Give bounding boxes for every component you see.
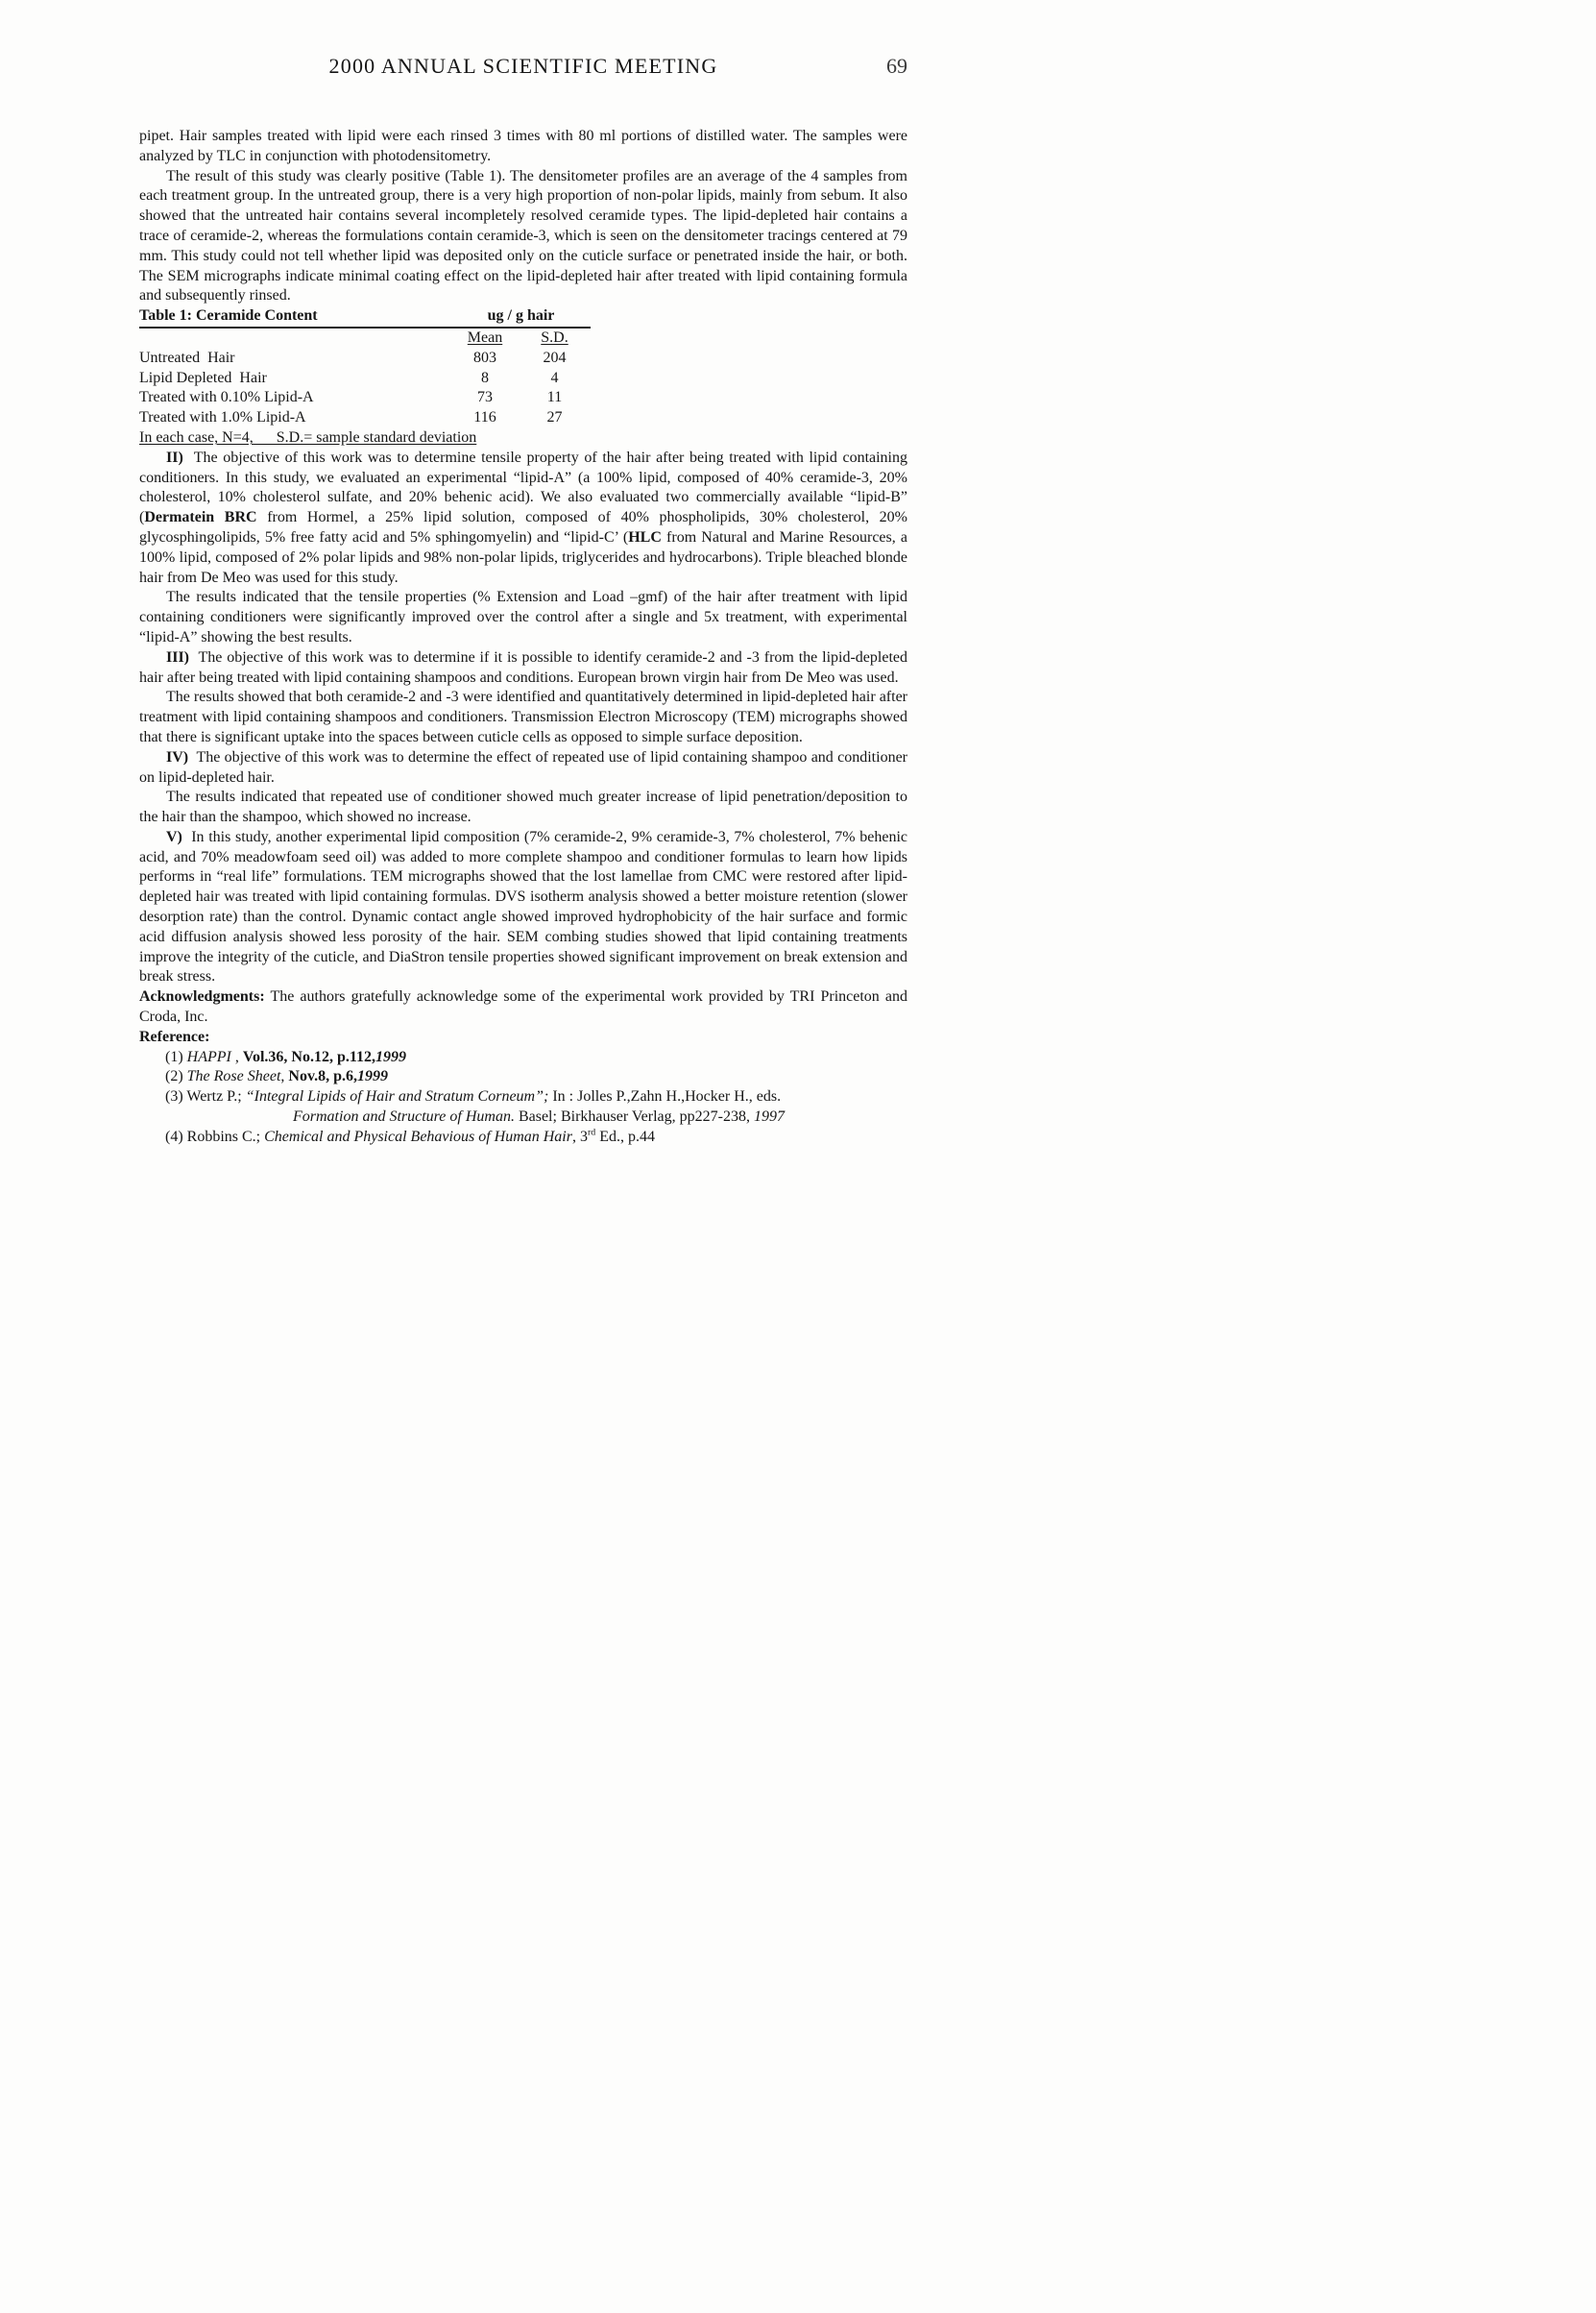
- table-title-row: [139, 306, 591, 329]
- text-segment: The objective of this work was to determine the effect of repeated use of lipid containing shampoo and conditioner on lipid-depleted hair.: [139, 748, 907, 786]
- text-segment: The results indicated that repeated use of conditioner showed much greater increase of lipid penetration/deposition to the hair than the shampoo, which showed no increase.: [139, 789, 907, 826]
- table-row: [139, 349, 591, 369]
- text-segment: Basel; Birkhauser Verlag, pp227-238,: [514, 1108, 754, 1126]
- table-cell-sd: 4: [550, 369, 559, 386]
- text-segment: In : Jolles P.,Zahn H.,Hocker H., eds.: [548, 1088, 782, 1106]
- paragraph-study-v: [139, 828, 907, 987]
- text-segment: 1999: [375, 1048, 406, 1065]
- table-body: [139, 349, 591, 428]
- text-segment: 1999: [356, 1068, 388, 1085]
- page-number: 69: [886, 54, 907, 78]
- text-segment: from Hormel, a 25% lipid solution, composed of 40% phospholipids, 30% cholesterol, 20% glycosphingolipids, 5% free fatty acid and 5% sphingomyelin) and “lipid-C’ (: [139, 509, 908, 546]
- paragraph-identification-results: [139, 688, 907, 747]
- table-row: [139, 408, 591, 428]
- table-title: Table 1: Ceramide Content: [139, 307, 318, 325]
- text-segment: 1997: [753, 1108, 785, 1126]
- document-body: [139, 127, 907, 1148]
- text-segment: Acknowledgments:: [139, 988, 265, 1006]
- text-segment: Chemical and Physical Behavious of Human Hair: [264, 1128, 572, 1145]
- paragraph-repeated-use-results: [139, 788, 907, 828]
- paragraph-acknowledgments: [139, 987, 907, 1028]
- section-main: [139, 449, 907, 1148]
- text-segment: (4) Robbins C.;: [165, 1128, 265, 1145]
- text-segment: The objective of this work was to determine tensile property of the hair after being treated with lipid containing conditioners. In this study, we evaluated an experimental “lipid-A” (a 100% lipid, composed of 40% ceramide-3, 20% cholesterol, 10% cholesterol sulfate, and 20% behenic acid). We also evaluated two commercially available “lipid-B” (: [139, 449, 907, 526]
- text-segment: The result of this study was clearly positive (Table 1). The densitometer profiles are an average of the 4 samples from each treatment group. In the untreated group, there is a very high proportion of non-polar lipids, mainly from sebum. It also showed that the untreated hair contains several incompletely resolved ceramide types. The lipid-depleted hair contains a trace of ceramide-2, whereas the formulations contain ceramide-3, which is seen on the densitometer tracings centered at 79 mm. This study could not tell whether lipid was deposited only on the cuticle surface or penetrated inside the hair, or both. The SEM micrographs indicate minimal coating effect on the lipid-depleted hair after treated with lipid containing formula and subsequently rinsed.: [139, 167, 907, 304]
- table-cell-sd: 27: [546, 409, 563, 426]
- text-segment: The Rose Sheet: [186, 1068, 281, 1085]
- table-col-header-mean: Mean: [467, 329, 503, 346]
- table-cell-label: Treated with 0.10% Lipid-A: [139, 389, 314, 406]
- paragraph-objective-iv: [139, 748, 907, 789]
- table-cell-label: Lipid Depleted Hair: [139, 369, 267, 386]
- text-segment: (2): [165, 1068, 187, 1085]
- text-segment: pipet. Hair samples treated with lipid were each rinsed 3 times with 80 ml portions of distilled water. The samples were analyzed by TLC in conjunction with photodensitometry.: [139, 128, 907, 164]
- text-segment: Vol.36, No.12, p.112,: [242, 1048, 375, 1065]
- paragraph-tlc-results: [139, 167, 907, 307]
- text-segment: IV): [166, 748, 189, 766]
- text-segment: Nov.8, p.6,: [288, 1068, 357, 1085]
- reference-item: [165, 1087, 907, 1108]
- reference-heading: [139, 1028, 907, 1048]
- table-unit-header: ug / g hair: [487, 307, 555, 325]
- reference-item: [165, 1128, 907, 1148]
- text-segment: Formation and Structure of Human.: [293, 1108, 515, 1126]
- table-header-cell-mean: [451, 329, 519, 349]
- text-segment: The results showed that both ceramide-2 and -3 were identified and quantitatively determined in lipid-depleted hair after treatment with lipid containing shampoos and conditioners. Transmission Electron Microscopy (TEM) micrographs showed that there is significant uptake into the spaces between cuticle cells as opposed to simple surface deposition.: [139, 689, 907, 745]
- reference-item: [165, 1067, 907, 1087]
- table-footnote-row: [139, 428, 591, 449]
- text-segment: Ed., p.44: [595, 1128, 656, 1145]
- table-cell-mean: 73: [477, 389, 493, 406]
- text-segment: from Natural and Marine Resources, a 100% lipid, composed of 2% polar lipids and 98% non-polar lipids, triglycerides and hydrocarbons). Triple bleached blonde hair from De Meo was used for this study.: [139, 528, 907, 586]
- table-cell-mean: 116: [473, 409, 496, 426]
- text-segment: Dermatein BRC: [144, 509, 257, 526]
- page-header: [139, 54, 907, 83]
- reference-item-continuation: [293, 1108, 907, 1128]
- text-segment: rd: [587, 1127, 596, 1138]
- text-segment: “Integral Lipids of Hair and Stratum Corneum”;: [245, 1088, 549, 1106]
- table-footnote: In each case, N=4, S.D.= sample standard deviation: [139, 428, 477, 446]
- text-segment: V): [166, 828, 182, 845]
- paragraph-intro: [139, 127, 907, 167]
- paragraph-tensile-results: [139, 588, 907, 647]
- paragraph-objective-iii: [139, 648, 907, 689]
- header-title: 2000 ANNUAL SCIENTIFIC MEETING: [328, 54, 718, 78]
- text-segment: The results indicated that the tensile properties (% Extension and Load –gmf) of the hair after treatment with lipid containing conditioners were significantly improved over the control after a single and 5x treatment, with experimental “lipid-A” showing the best results.: [139, 589, 907, 645]
- text-segment: Reference:: [139, 1028, 210, 1045]
- table-row: [139, 369, 591, 389]
- reference-item: [165, 1048, 907, 1068]
- text-segment: ,: [230, 1048, 243, 1065]
- table-header-spacer: [139, 329, 451, 349]
- table-col-header-sd: S.D.: [541, 329, 568, 346]
- text-segment: The objective of this work was to determine if it is possible to identify ceramide-2 and -3 from the lipid-depleted hair after being treated with lipid containing shampoos and conditions. European brown virgin hair from De Meo was used.: [139, 648, 907, 686]
- text-segment: II): [166, 449, 183, 466]
- table-cell-mean: 803: [473, 349, 496, 366]
- paragraph-objective-ii: [139, 449, 907, 589]
- table-header-row: [139, 329, 591, 349]
- table-cell-mean: 8: [481, 369, 489, 386]
- table-cell-label: Untreated Hair: [139, 349, 235, 366]
- text-segment: The authors gratefully acknowledge some of the experimental work provided by TRI Princeton and Croda, Inc.: [139, 988, 907, 1026]
- ceramide-content-table: [139, 306, 591, 449]
- table-cell-label: Treated with 1.0% Lipid-A: [139, 409, 306, 426]
- text-segment: (1): [165, 1048, 187, 1065]
- table-cell-sd: 11: [546, 389, 563, 406]
- text-segment: , 3: [571, 1128, 588, 1145]
- text-segment: HLC: [628, 528, 662, 546]
- table-header-cell-sd: [519, 329, 591, 349]
- text-segment: (3) Wertz P.;: [165, 1088, 246, 1106]
- table-row: [139, 388, 591, 408]
- text-segment: III): [166, 648, 190, 666]
- section-intro: [139, 127, 907, 306]
- table-cell-sd: 204: [543, 349, 567, 366]
- text-segment: In this study, another experimental lipid composition (7% ceramide-2, 9% ceramide-3, 7% cholesterol, 7% behenic acid, and 70% meadowfoam seed oil) was added to more complete shampoo and conditioner formulas to learn how lipids performs in “real life” formulations. TEM micrographs showed that the lost lamellae from CMC were restored after lipid-depleted hair was treated with lipid containing formulas. DVS isotherm analysis showed a better moisture retention (slower desorption rate) than the control. Dynamic contact angle showed improved hydrophobicity of the hair surface and formic acid diffusion analysis showed less porosity of the hair. SEM combing studies showed that lipid containing treatments improve the integrity of the cuticle, and DiaStron tensile properties showed significant improvement on break extension and break stress.: [139, 828, 907, 986]
- text-segment: ,: [280, 1068, 289, 1085]
- text-segment: HAPPI: [186, 1048, 231, 1065]
